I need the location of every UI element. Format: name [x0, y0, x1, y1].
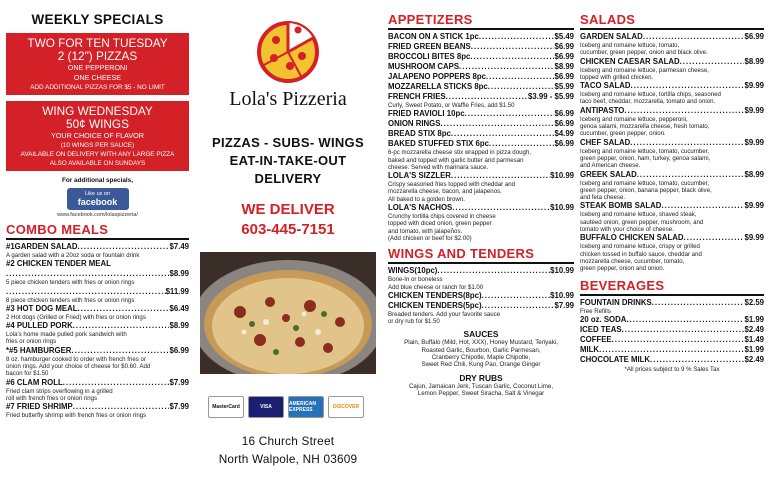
item-description: green pepper, onion and onion.	[580, 265, 665, 273]
tuesday-special-box	[6, 33, 189, 95]
item-price: $6.99	[169, 345, 189, 355]
sauce-line: Plain, Buffalo (Mild, Hot, XXX), Honey Mustard, Teriyaki,	[404, 339, 558, 347]
facebook-like-label: Like us on	[84, 191, 111, 197]
item-description: cucumber, green pepper, onion and black olive.	[580, 49, 708, 57]
item-price: $1.99	[744, 314, 764, 324]
sauce-line: Roasted Garlic, Bourbon, Garlic Parmesan,	[421, 346, 541, 354]
item-description: sautéed onion, green pepper, mushroom, and	[580, 218, 704, 226]
item-dots	[650, 355, 744, 365]
item-dots	[63, 378, 170, 388]
menu-item	[580, 106, 764, 116]
combo-list	[6, 242, 189, 420]
item-price: $9.99	[744, 137, 764, 147]
item-description: 8 piece chicken tenders with fries or onion rings	[6, 296, 135, 304]
item-description: (Add chicken or beef for $2.00)	[388, 234, 472, 242]
item-description: 2 Hot dogs (Grilled or Fried) with fries or onion rings	[6, 313, 146, 321]
menu-item	[6, 304, 189, 314]
item-name: GREEK SALAD	[580, 169, 637, 179]
item-description: mozzarella cheese, bacon, and jalapenos.	[388, 188, 502, 196]
item-price: $6.99	[744, 32, 764, 41]
item-price: $5.49	[554, 32, 574, 41]
beverages-title: BEVERAGES	[580, 278, 764, 296]
item-name: GARDEN SALAD	[580, 32, 643, 41]
menu-item	[388, 32, 574, 42]
item-description: and American cheese.	[580, 162, 641, 170]
item-name: #1GARDEN SALAD	[6, 242, 78, 251]
mastercard-icon	[208, 396, 244, 418]
item-description: cucumber, green pepper, onion.	[580, 130, 666, 138]
item-dots	[471, 42, 555, 52]
item-price: $8.99	[169, 269, 189, 279]
item-description: Fried butterfly shrimp with french fries or onion rings	[6, 412, 147, 420]
item-description: roll with french fries or onion rings	[6, 394, 98, 402]
item-description: genoa salami, mozzarella cheese, fresh tomato,	[580, 123, 710, 131]
item-description: Iceberg and romaine lettuce, tomato, cucumber,	[580, 179, 710, 187]
item-dots	[73, 402, 170, 412]
item-description: mozzarella cheese, cucumber, tomato,	[580, 257, 685, 265]
menu-item	[388, 266, 574, 276]
tuesday-line: ADD ADDITIONAL PIZZAS FOR $5 - NO LIMIT	[30, 84, 165, 91]
item-name: BACON ON A STICK 1pc	[388, 32, 479, 41]
menu-item	[6, 242, 189, 252]
item-dots	[6, 269, 169, 279]
appetizers-title: APPETIZERS	[388, 12, 574, 30]
item-price: $2.59	[744, 297, 764, 307]
item-description: cheese. Served with marinara sauce.	[388, 163, 489, 171]
menu-item	[580, 345, 764, 355]
item-description: Iceberg and romaine lettuce, tomato, cucumber,	[580, 147, 710, 155]
item-price: $7.99	[169, 402, 189, 412]
item-name: #6 CLAM ROLL	[6, 377, 63, 387]
menu-item	[388, 139, 574, 149]
menu-item	[580, 325, 764, 335]
item-description: Iceberg and romaine lettuce, crispy or grilled	[580, 243, 700, 251]
menu-item	[388, 72, 574, 82]
item-name: MOZZARELLA STICKS 8pc	[388, 82, 488, 91]
item-description: Bone-In or boneless	[388, 276, 443, 284]
item-name: FOUNTAIN DRINKS	[580, 297, 652, 307]
weekly-specials-title: WEEKLY SPECIALS	[31, 12, 164, 27]
item-description: Lola's home made pulled pork sandwich with	[6, 331, 127, 339]
item-dots	[440, 119, 554, 129]
item-name: CHICKEN TENDERS(5pc)	[388, 300, 482, 310]
item-name: BUFFALO CHICKEN SALAD	[580, 233, 684, 243]
item-name: #7 FRIED SHRIMP	[6, 402, 73, 412]
item-price: $10.99	[550, 290, 574, 300]
item-description: fries or onion rings	[6, 338, 57, 346]
wings-title: WINGS AND TENDERS	[388, 246, 574, 264]
item-price: $4.99	[554, 129, 574, 139]
appetizers-list	[388, 32, 574, 242]
item-dots	[622, 325, 745, 335]
menu-item	[6, 259, 189, 269]
beverages-list	[580, 298, 764, 365]
item-dots	[446, 92, 528, 102]
item-dots	[6, 287, 166, 297]
rubs-list	[388, 383, 574, 398]
sauce-line: Cranberry Chipotle, Maple Chipotle,	[431, 354, 531, 362]
sauce-line: Sweet Red Chili, Kung Pao, Orange Ginger	[421, 361, 541, 369]
item-name: CHEF SALAD	[580, 137, 631, 147]
left-column	[0, 0, 194, 497]
item-description: green pepper, onion, ham, turkey, genoa salami,	[580, 154, 711, 162]
item-name: *#5 HAMBURGER	[6, 345, 72, 355]
item-description: Iceberg and romaine lettuce, shaved steak,	[580, 211, 697, 219]
rubs-title: DRY RUBS	[459, 372, 503, 383]
item-price: $7.99	[554, 300, 574, 310]
mastercard-label: MasterCard	[212, 404, 240, 410]
item-price: $9.99	[744, 233, 764, 243]
salads-title: SALADS	[580, 12, 764, 30]
menu-item	[580, 57, 764, 67]
menu-item	[6, 402, 189, 412]
wednesday-line: (10 WINGS PER SAUCE)	[60, 142, 135, 149]
item-price: $2.49	[744, 324, 764, 334]
item-dots	[684, 233, 745, 243]
item-dots	[452, 203, 550, 213]
payment-cards	[208, 396, 364, 418]
salads-list	[580, 32, 764, 273]
center-column	[198, 0, 378, 497]
brand-name: Lola's Pizzeria	[229, 88, 347, 110]
item-name: LOLA'S NACHOS	[388, 203, 453, 213]
item-dots	[637, 170, 745, 180]
item-price: $2.49	[744, 354, 764, 364]
item-dots	[451, 129, 555, 139]
item-price: $11.99	[165, 286, 189, 296]
item-dots	[470, 52, 554, 62]
menu-item	[580, 355, 764, 365]
item-dots	[643, 32, 745, 42]
item-name: MILK	[580, 344, 600, 354]
item-price: $6.99	[554, 72, 574, 81]
item-description: 8 oz. hamburger cooked to order with french fries or	[6, 355, 146, 363]
item-name: JALAPENO POPPERS 8pc	[388, 72, 486, 81]
item-dots	[77, 304, 169, 314]
item-name: #3 HOT DOG MEAL	[6, 303, 78, 313]
menu-item	[388, 119, 574, 129]
item-dots	[482, 291, 551, 301]
menu-item	[580, 32, 764, 42]
discover-icon	[328, 396, 364, 418]
tuesday-line: ONE CHEESE	[73, 73, 122, 82]
item-price: $9.99	[744, 105, 764, 115]
item-description: or dry rub for $1.50	[388, 318, 440, 326]
address-street: 16 Church Street	[241, 434, 335, 448]
tuesday-title: TWO FOR TEN TUESDAY	[27, 36, 168, 50]
tax-note: *All prices subject to 9 % Sales Tax	[624, 365, 720, 373]
item-price: $8.99	[169, 321, 189, 331]
item-name: STEAK BOMB SALAD	[580, 201, 662, 211]
item-description: green pepper, onion, banana pepper, black olive,	[580, 186, 712, 194]
item-dots	[624, 106, 744, 116]
item-dots	[661, 201, 744, 211]
menu-item	[388, 42, 574, 52]
item-dots	[465, 109, 555, 119]
item-name: CHICKEN TENDERS(8pc)	[388, 290, 482, 300]
item-name: BROCCOLI BITES 8pc	[388, 52, 471, 61]
tagline-3: DELIVERY	[254, 171, 322, 186]
menu-item	[6, 321, 189, 331]
sauces-list	[388, 339, 574, 368]
discover-label: DISCOVER	[332, 404, 360, 410]
menu-item	[6, 287, 189, 297]
menu-item	[388, 92, 574, 102]
item-price: $6.99	[554, 109, 574, 119]
visa-label: VISA	[260, 404, 272, 410]
item-price: $6.99	[554, 42, 574, 51]
item-name: TACO SALAD	[580, 81, 631, 91]
tuesday-subtitle: 2 (12") PIZZAS	[57, 49, 138, 63]
menu-item	[580, 335, 764, 345]
item-price: $8.99	[554, 62, 574, 71]
item-price: $5.99	[554, 82, 574, 91]
item-description: Add blue cheese or ranch for $1.00	[388, 283, 484, 291]
tuesday-line: ONE PEPPERONI	[67, 63, 128, 72]
sauces-title: SAUCES	[463, 329, 499, 340]
item-description: Iceberg and romaine lettuce, pepperoni,	[580, 115, 688, 123]
address-city: North Walpole, NH 03609	[218, 452, 358, 466]
item-description: topped with grilled chicken.	[580, 73, 654, 81]
item-description: All baked to a golden brown.	[388, 195, 465, 203]
rub-line: Cajun, Jamaican Jerk, Tuscan Garlic, Coconut Lime,	[408, 382, 554, 390]
menu-item	[388, 171, 574, 181]
item-description: tomato with your choice of cheese.	[580, 226, 674, 234]
item-name: CHOCOLATE MILK	[580, 354, 651, 364]
item-description: bacon for $1.50	[6, 370, 49, 378]
item-dots	[488, 82, 555, 92]
item-description: Crunchy tortilla chips covered in cheese	[388, 213, 496, 221]
item-price: $9.99	[744, 201, 764, 211]
menu-item	[388, 291, 574, 301]
item-name: 20 oz. SODA	[580, 314, 627, 324]
item-description: baked and topped with garlic butter and parmesan	[388, 156, 524, 164]
item-name: FRIED RAVIOLI 10pc	[388, 109, 465, 119]
menu-item	[580, 298, 764, 308]
item-name: LOLA'S SIZZLER	[388, 171, 451, 181]
item-name: CHICKEN CAESAR SALAD	[580, 56, 680, 66]
item-description: 5 piece chicken tenders with fries or onion rings	[6, 279, 135, 287]
menu-item	[580, 138, 764, 148]
facebook-url[interactable]: www.facebook.com/lolaspizzeria/	[57, 212, 138, 218]
menu-item	[580, 233, 764, 243]
item-price: $1.99	[744, 344, 764, 354]
item-dots	[459, 62, 554, 72]
combo-meals-title: COMBO MEALS	[6, 222, 189, 240]
item-name: ANTIPASTO	[580, 105, 625, 115]
item-description: taco beef, cheddar, mozzarella, tomato and onion.	[580, 98, 716, 106]
item-name: FRENCH FRIES	[388, 92, 446, 101]
facebook-label: facebook	[77, 197, 118, 207]
item-dots	[626, 315, 744, 325]
item-dots	[631, 81, 745, 91]
item-dots	[73, 321, 170, 331]
item-price: $6.99	[554, 119, 574, 129]
wednesday-subtitle: 50¢ WINGS	[66, 117, 129, 131]
item-price: $9.99	[744, 81, 764, 91]
item-name: BAKED STUFFED STIX 6pc	[388, 139, 489, 149]
item-dots	[599, 345, 744, 355]
item-description: Iceberg and romaine lettuce, tortilla chips, seasoned	[580, 91, 721, 99]
tagline-1: PIZZAS - SUBS- WINGS	[212, 135, 364, 150]
item-description: Free Refills	[580, 307, 611, 315]
facebook-icon[interactable]	[67, 188, 129, 210]
wednesday-title: WING WEDNESDAY	[42, 104, 153, 118]
item-description: onion rings. Add your choice of cheese for $0.60. Add	[6, 363, 151, 371]
menu-item	[388, 82, 574, 92]
item-price: $6.99	[554, 52, 574, 61]
menu-item	[388, 62, 574, 72]
item-dots	[612, 335, 745, 345]
item-price: $10.99	[550, 171, 574, 181]
item-price: $8.99	[744, 169, 764, 179]
item-description: Iceberg and romaine lettuce, parmesan cheese,	[580, 66, 710, 74]
item-description: topped with diced onion, green pepper	[388, 220, 492, 228]
item-dots	[479, 32, 555, 42]
item-description: Breaded tenders. Add your favorite sauce	[388, 310, 501, 318]
menu-item	[580, 170, 764, 180]
item-price: $10.99	[550, 203, 574, 213]
menu-item	[388, 301, 574, 311]
item-name: ICED TEAS	[580, 324, 622, 334]
pizza-logo-icon	[256, 20, 320, 84]
menu-item	[580, 201, 764, 211]
item-dots	[486, 72, 555, 82]
additional-specials-text: For additional specials,	[61, 177, 134, 184]
menu-item	[6, 378, 189, 388]
wednesday-line: ALSO AVAILABLE ON SUNDAYS	[49, 160, 146, 167]
item-dots	[680, 57, 745, 67]
menu-item	[388, 109, 574, 119]
menu-item	[388, 129, 574, 139]
item-description: Iceberg and romaine lettuce, tomato,	[580, 42, 680, 49]
menu-item	[580, 315, 764, 325]
item-name: #4 PULLED PORK	[6, 321, 73, 331]
item-description: chicken tossed in buffalo sauce, cheddar and	[580, 250, 702, 258]
item-description: and tomato, with jalapeños.	[388, 227, 463, 235]
amex-label: AMERICAN EXPRESS	[289, 401, 316, 413]
item-description: Crispy seasoned fries topped with cheddar and	[388, 181, 516, 189]
item-dots	[437, 266, 550, 276]
item-name: FRIED GREEN BEANS	[388, 42, 471, 51]
item-dots	[482, 301, 555, 311]
item-name: #2 CHICKEN TENDER MEAL	[6, 259, 111, 269]
item-price: $6.99	[554, 139, 574, 149]
item-description: 6-pc mozzarella cheese stix wrapped in pizza dough,	[388, 149, 531, 157]
item-name: MUSHROOM CAPS	[388, 62, 460, 71]
item-description: and feta cheese.	[580, 194, 626, 202]
item-price: $3.99 - $5.99	[528, 92, 574, 101]
menu-item	[6, 346, 189, 356]
item-description: A garden salad with a 20oz soda or fountain drink	[6, 252, 140, 259]
amex-icon	[288, 396, 324, 418]
menu-item	[388, 203, 574, 213]
item-price: $6.49	[169, 303, 189, 313]
item-name: COFFEE	[580, 334, 612, 344]
item-name: ONION RINGS	[388, 119, 441, 129]
item-price: $7.99	[169, 377, 189, 387]
menu-item	[6, 269, 189, 279]
item-description: Curly, Sweet Potato, or Waffle Fries, add $1.50	[388, 102, 515, 109]
salads-column	[580, 0, 764, 497]
we-deliver: WE DELIVER	[241, 201, 335, 218]
item-dots	[630, 138, 744, 148]
menu-item	[388, 52, 574, 62]
item-price: $10.99	[550, 266, 574, 276]
wednesday-line: YOUR CHOICE OF FLAVOR	[51, 131, 144, 140]
item-description: Fried clam strips overflowing in a grilled	[6, 387, 113, 395]
item-name: BREAD STIX 8pc	[388, 129, 451, 139]
item-price: $8.99	[744, 56, 764, 66]
wings-list	[388, 266, 574, 325]
pizza-photo	[200, 252, 376, 374]
rub-line: Lemon Pepper, Sweet Siracha, Salt & Vinegar	[417, 389, 545, 397]
item-dots	[451, 171, 550, 181]
item-dots	[652, 298, 745, 308]
item-name: WINGS(10pc)	[388, 266, 438, 276]
menu-item	[580, 81, 764, 91]
wednesday-line: AVAILABLE ON DELIVERY WITH ANY LARGE PIZZA	[20, 151, 175, 158]
item-dots	[71, 346, 169, 356]
phone-number[interactable]: 603-445-7151	[241, 221, 335, 238]
visa-icon	[248, 396, 284, 418]
item-price: $7.49	[169, 242, 189, 251]
wednesday-special-box	[6, 101, 189, 171]
item-dots	[77, 242, 169, 252]
tagline-2: EAT-IN-TAKE-OUT	[229, 153, 347, 168]
appetizers-column	[388, 0, 574, 497]
item-dots	[489, 139, 555, 149]
item-price: $1.49	[744, 334, 764, 344]
